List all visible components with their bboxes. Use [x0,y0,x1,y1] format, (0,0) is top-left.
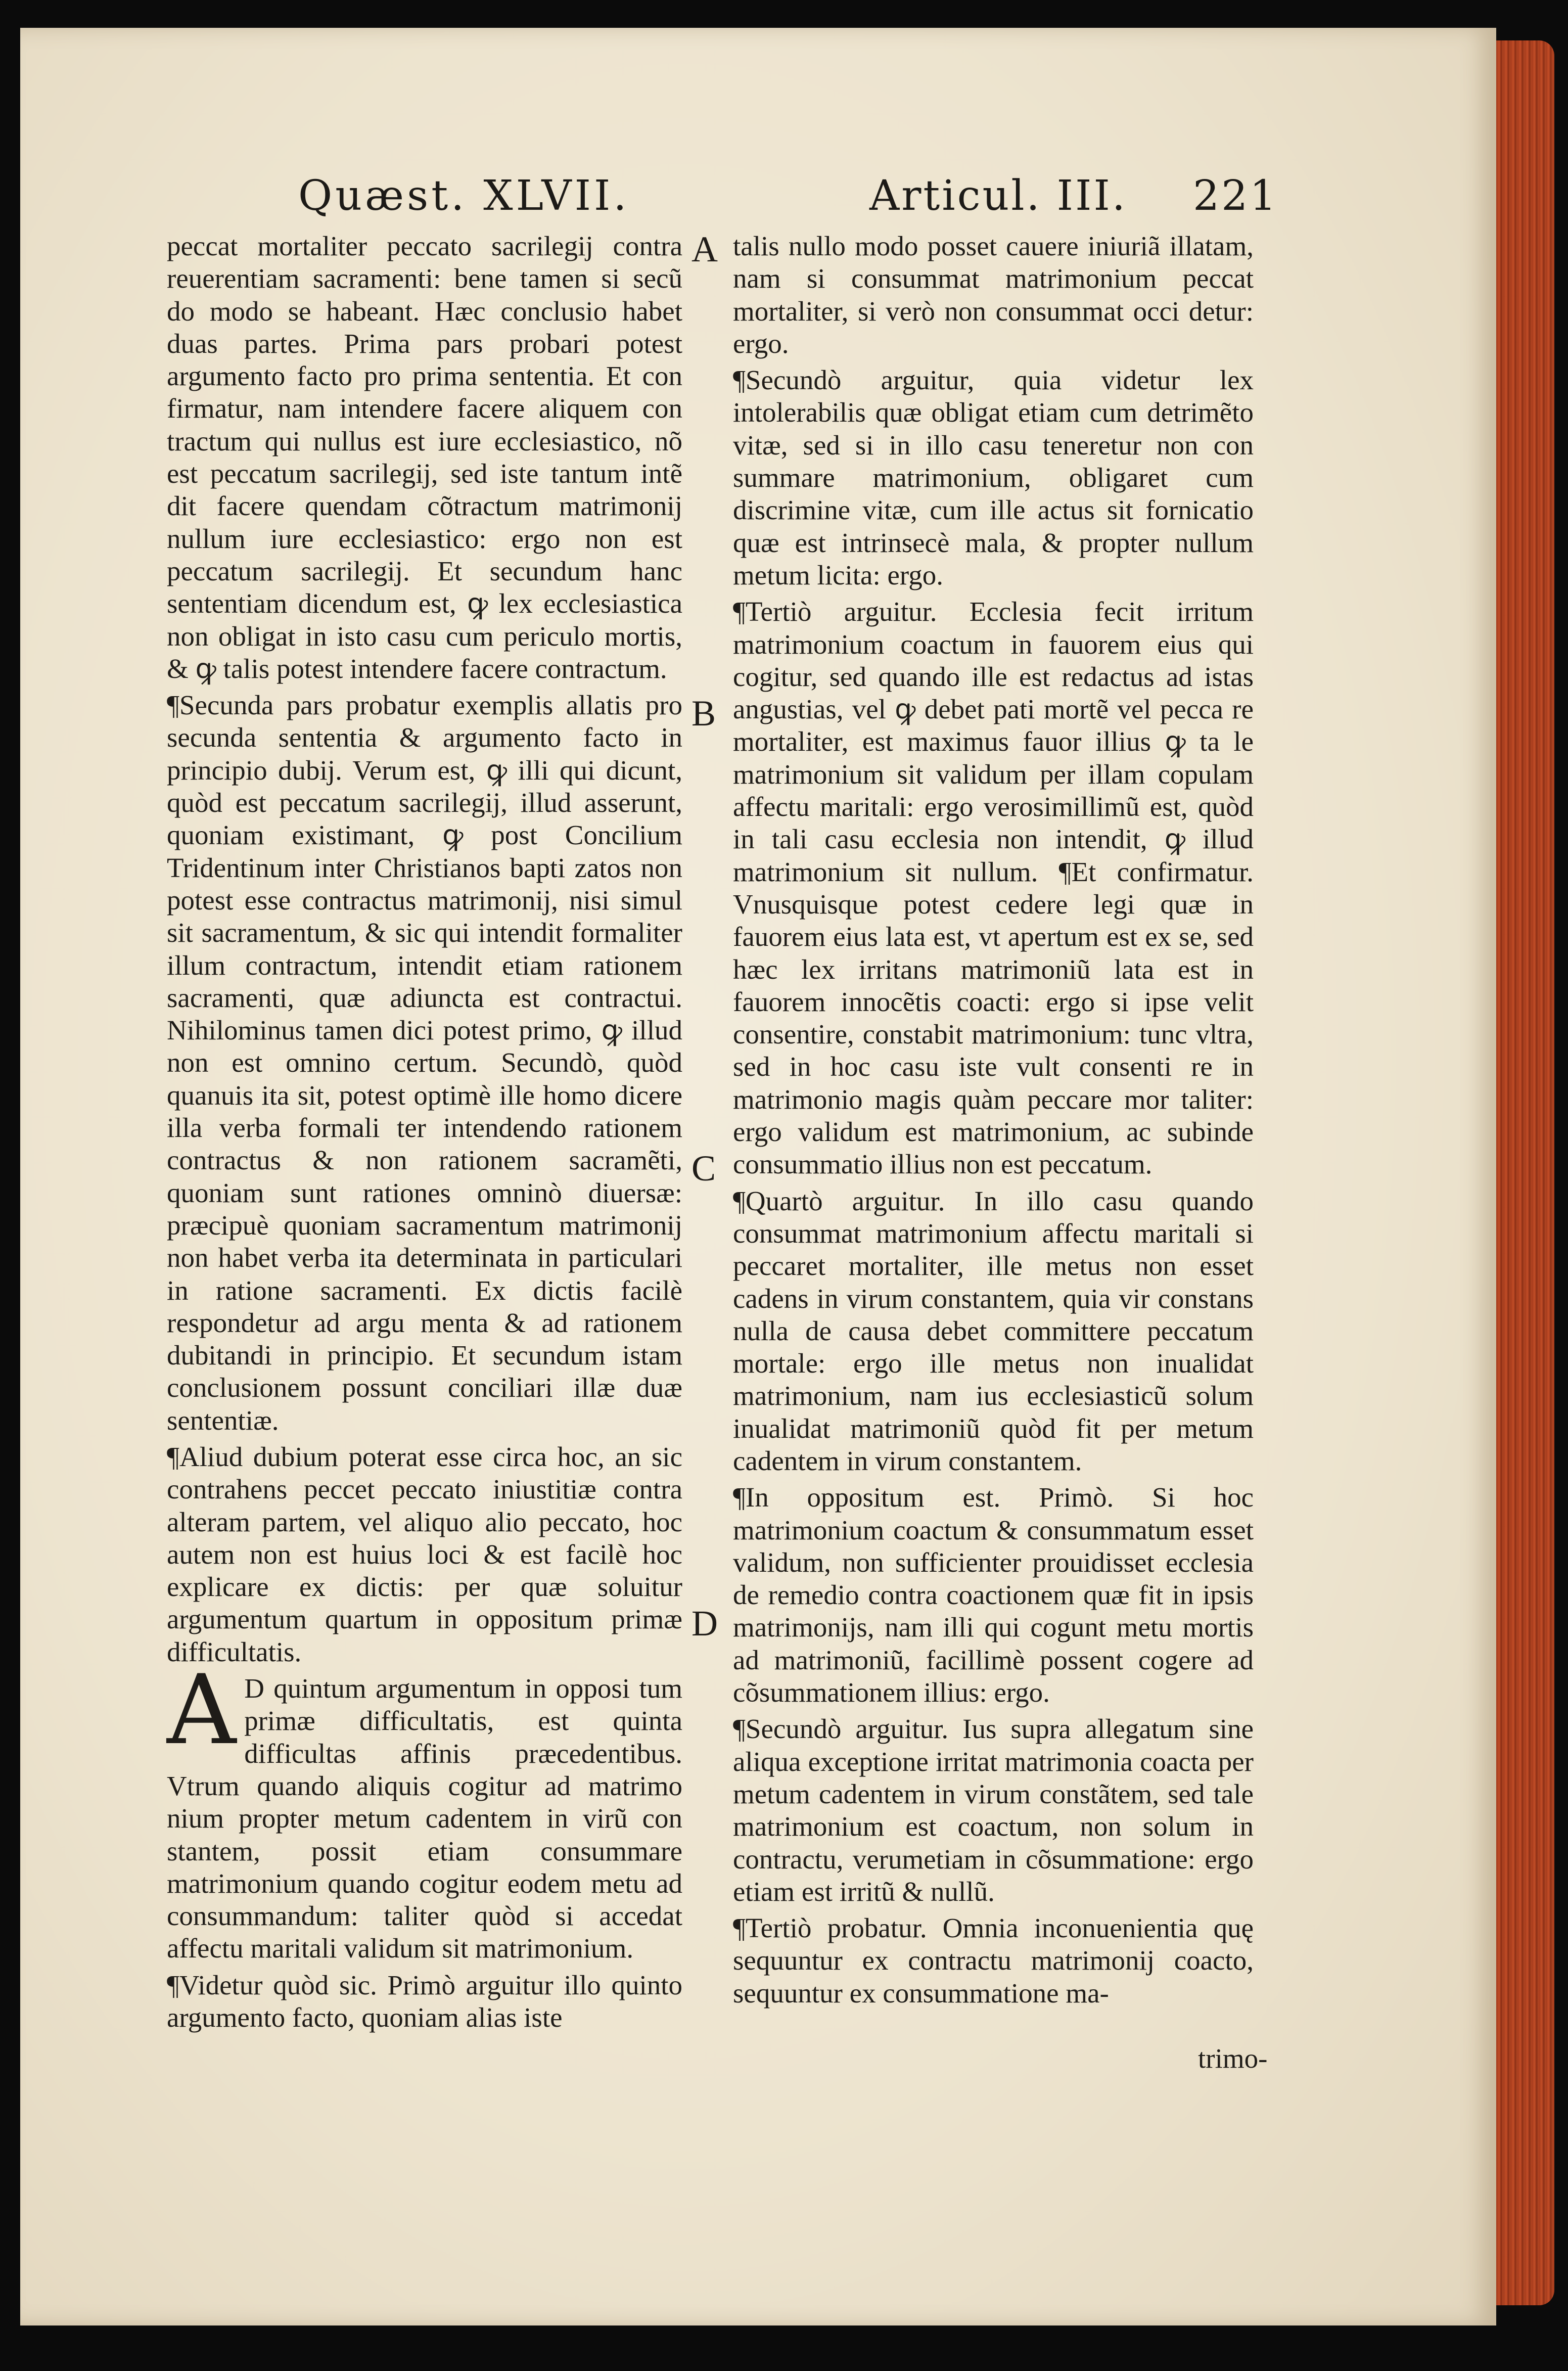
dropcap: A [167,1654,237,1766]
margin-marker-a: A [691,229,718,269]
paragraph: ¶Tertiò probatur. Omnia inconuenientia quę sequuntur ex contractu matrimonij coacto, sequuntur ex consummatione ma- [733,1912,1254,2009]
running-head-question: Quæst. XLVII. [298,172,630,220]
paragraph: ¶Aliud dubium poterat esse circa hoc, an sic contrahens peccet peccato iniustitiæ contra alteram partem, vel aliquo alio peccato, hoc autem non est huius loci & est facilè hoc explicare ex dictis: per quæ soluitur argumentum quartum in oppositum primæ difficultatis. [167,1441,682,1667]
paragraph: ¶Quartò arguitur. In illo casu quando consummat matrimonium affectu maritali si peccaret mortaliter, ille metus non esset cadens in virum constantem, quia vir constans nulla de causa debet committere peccatum mortale: ergo ille metus non inualidat matrimonium, nam ius ecclesiasticũ solum inualidat matrimoniũ quòd fit per metum cadentem in virum constantem. [733,1185,1254,1476]
paragraph: talis nullo modo posset cauere iniuriã illatam, nam si consummat matrimonium peccat mortaliter, si verò non consummat occi detur: ergo. [733,231,1254,359]
margin-marker-c: C [691,1148,716,1189]
page-edges [1496,40,1554,2305]
running-head-article: Articul. III. [869,172,1127,220]
paragraph-with-dropcap [167,1654,682,1965]
paragraph-text: D quintum argumentum in opposi tum primæ difficultatis, est quinta difficultas affinis præcedentibus. Vtrum quando aliquis cogitur ad matrimo nium propter metum cadentem in virũ con stantem, possit etiam consummare matrimonium quando cogitur eodem metu ad consummandum: taliter quòd si accedat affectu maritali validum sit matrimonium. [167,1673,682,1964]
paragraph: ¶Tertiò arguitur. Ecclesia fecit irritum matrimonium coactum in fauorem eius qui cogitur, sed quando ille est redactus ad istas angustias, vel ꝙ debet pati mortẽ vel pecca re mortaliter, est maximus fauor illius ꝙ ta le matrimonium sit validum per illam copulam affectu maritali: ergo verosimillimũ est, quòd in tali casu ecclesia non intendit, ꝙ illud matrimonium sit nullum. ¶Et confirmatur. Vnusquisque potest cedere legi quæ in fauorem eius lata est, vt apertum est ex se, sed hæc lex irritans matrimoniũ lata est in fauorem innocẽtis coacti: ergo si ipse velit consentire, constabit matrimonium: tunc vltra, sed in hoc casu iste vult consenti re in matrimonio magis quàm peccare mor taliter: ergo validum est matrimonium, ac subinde consummatio illius non est peccatum. [733,596,1254,1180]
margin-marker-d: D [691,1603,718,1644]
paragraph: ¶In oppositum est. Primò. Si hoc matrimonium coactum & consummatum esset validum, non sufficienter prouidisset ecclesia de remedio contra coactionem quæ fit in ipsis matrimonijs, nam illi qui cogunt metu mortis ad matrimoniũ, facillimè possent cogere ad cõsummationem illius: ergo. [733,1482,1254,1708]
paragraph: ¶Videtur quòd sic. Primò arguitur illo quinto argumento facto, quoniam alias iste [167,1969,682,2033]
left-column [167,230,682,2034]
paragraph: ¶Secundò arguitur, quia videtur lex intolerabilis quæ obligat etiam cum detrimẽto vitæ, sed si in illo casu teneretur non con summare matrimonium, obligaret cum discrimine vitæ, cum ille actus sit fornicatio quæ est intrinsecè mala, & propter nullum metum licita: ergo. [733,364,1254,590]
page-number: 221 [1193,172,1278,220]
paragraph: ¶Secundò arguitur. Ius supra allegatum sine aliqua exceptione irritat matrimonia coacta per metum cadentem in virum constãtem, sed tale matrimonium est coactum, non solum in contractu, verumetiam in cõsummatione: ergo etiam est irritũ & nullũ. [733,1713,1254,1907]
paragraph: ¶Secunda pars probatur exemplis allatis pro secunda sententia & argumento facto in principio dubij. Verum est, ꝙ illi qui dicunt, quòd est peccatum sacrilegij, illud asserunt, quoniam existimant, ꝙ post Concilium Tridentinum inter Christianos bapti zatos non potest esse contractus matrimonij, nisi simul sit sacramentum, & sic qui intendit formaliter illum contractum, intendit etiam rationem sacramenti, quæ adiuncta est contractui. Nihilominus tamen dici potest primo, ꝙ illud non est omnino certum. Secundò, quòd quanuis ita sit, potest optimè ille homo dicere illa verba formali ter intendendo rationem contractus & non rationem sacramẽti, quoniam sunt rationes omninò diuersæ: præcipuè quoniam sacramentum matrimonij non habet verba ita determinata in particulari in ratione sacramenti. Ex dictis facilè respondetur ad argu menta & ad rationem dubitandi in principio. Et secundum istam conclusionem possunt conciliari illæ duæ sententiæ. [167,690,682,1436]
margin-marker-b: B [691,693,716,734]
paragraph: peccat mortaliter peccato sacrilegij contra reuerentiam sacramenti: bene tamen si secũ do modo se habeant. Hæc conclusio habet duas partes. Prima pars probari potest argumento facto pro prima sententia. Et con firmatur, nam intendere facere aliquem con tractum qui nullus est iure ecclesiastico, nõ est peccatum sacrilegij, sed iste tantum intẽ dit facere quendam cõtractum matrimonij nullum iure ecclesiastico: ergo non est peccatum sacrilegij. Et secundum hanc sententiam dicendum est, ꝙ lex ecclesiastica non obligat in isto casu cum periculo mortis, & ꝙ talis potest intendere facere contractum. [167,231,682,684]
catchword: trimo- [1198,2043,1268,2074]
right-column [733,230,1254,2010]
